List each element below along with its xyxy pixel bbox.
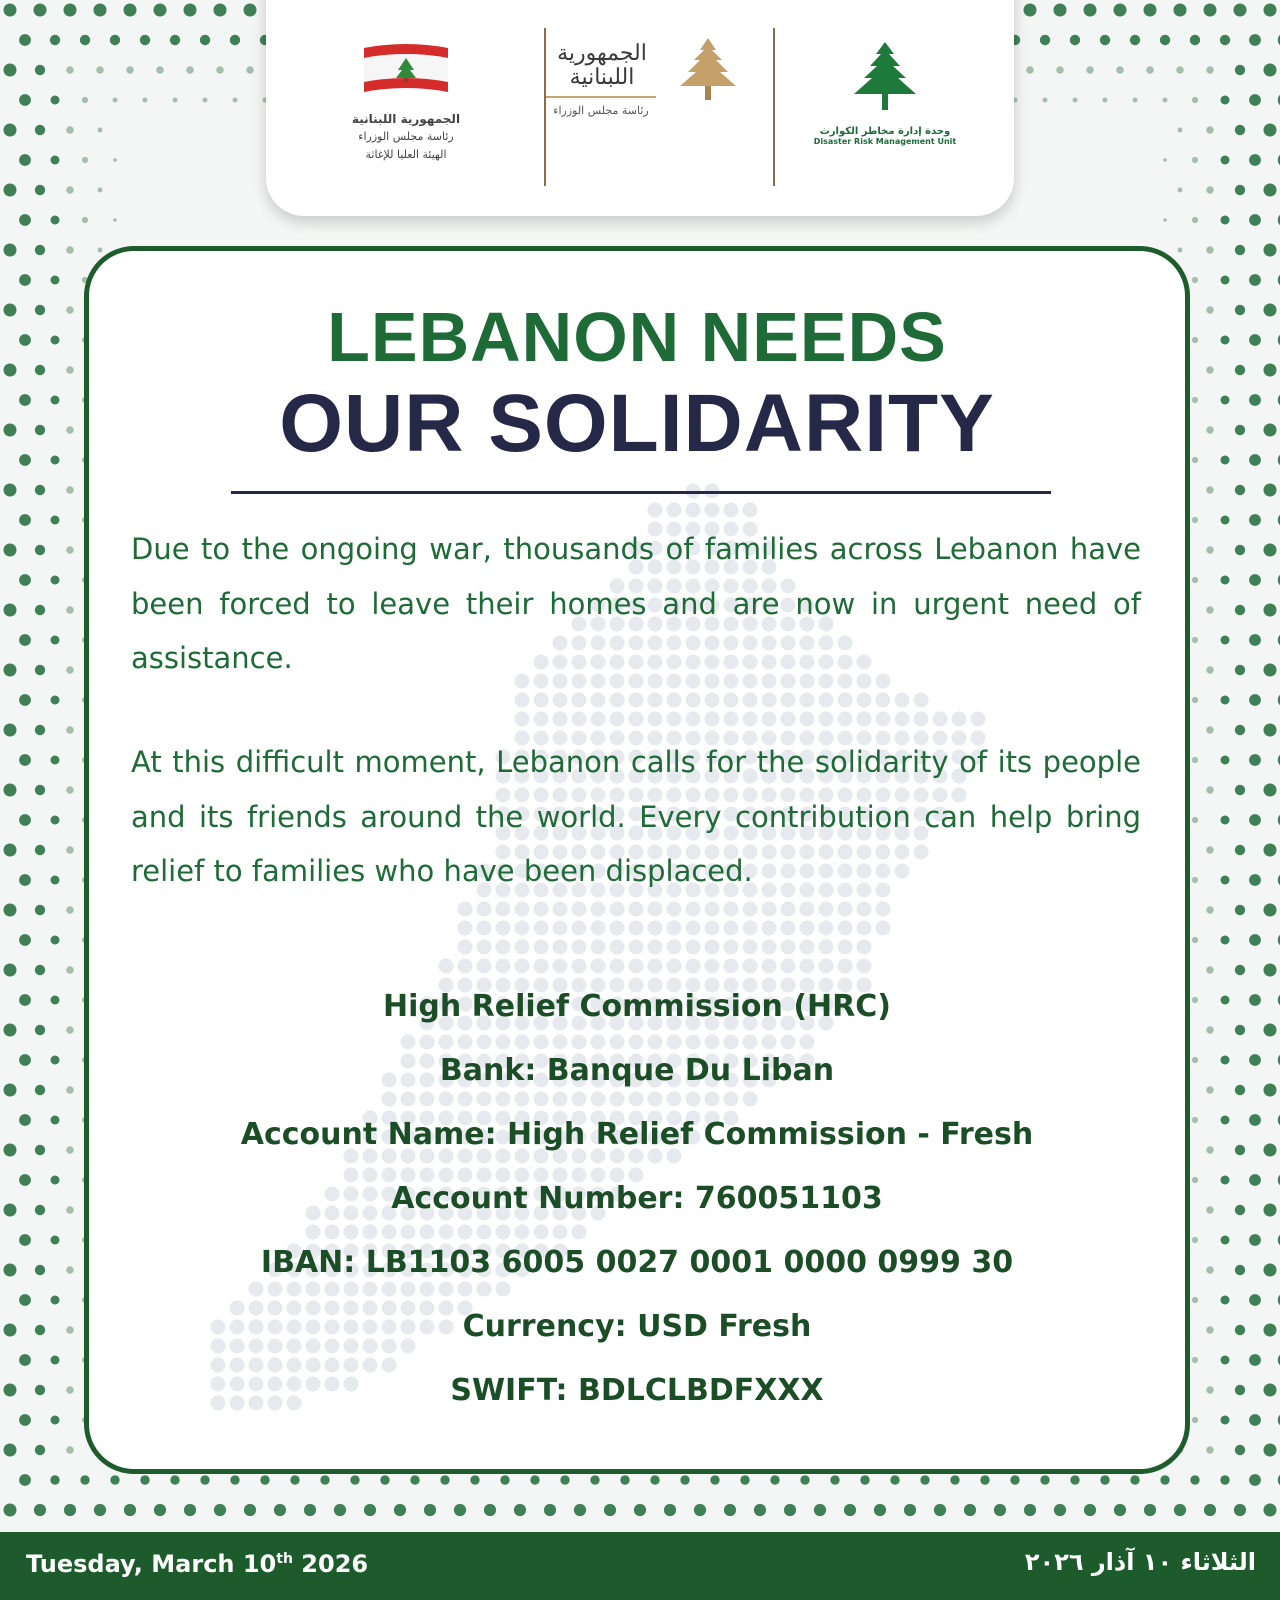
main-content-card: [84, 246, 1190, 1474]
headline-line-2: OUR SOLIDARITY: [279, 378, 995, 469]
pcm-logo: [546, 36, 756, 186]
headline-divider: [231, 491, 1051, 494]
logo-header-card: [266, 0, 1014, 216]
logo1-arabic-line-1: الجمهورية اللبنانية: [351, 112, 461, 126]
logo2-arabic-title: الجمهورية اللبنانية: [557, 41, 647, 90]
bank-detail-bank: Bank: Banque Du Liban: [439, 1053, 835, 1088]
drm-unit-logo: [790, 40, 980, 146]
footer-bar: [0, 1532, 1280, 1600]
date-en-prefix: Tuesday, March 10: [26, 1550, 277, 1578]
bank-detail-swift: SWIFT: BDLCLBDFXXX: [450, 1373, 824, 1408]
bank-detail-iban: IBAN: LB1103 6005 0027 0001 0000 0999 30: [260, 1245, 1014, 1280]
hrc-logo: [306, 42, 506, 164]
logo2-arabic-sub: رئاسة مجلس الوزراء: [546, 96, 656, 117]
footer-date-english: [26, 1550, 368, 1578]
paragraph-2: At this difficult moment, Lebanon calls for the solidarity of its people and its friends around the world. Every contribution can help bring relief to families who have been displaced.: [131, 745, 1141, 888]
logo3-arabic: وحدة إدارة مخاطر الكوارث: [819, 126, 951, 137]
logo3-english: Disaster Risk Management Unit: [813, 137, 957, 146]
footer-date-arabic: الثلاثاء ١٠ آذار ٢٠٢٦: [1024, 1548, 1256, 1576]
paragraph-1: Due to the ongoing war, thousands of families across Lebanon have been forced to leave their homes and are now in urgent need of assistance.: [131, 532, 1141, 675]
logo-divider: [773, 28, 775, 186]
date-en-suffix: th: [276, 1551, 293, 1567]
headline-line-1: LEBANON NEEDS: [327, 298, 947, 376]
lebanese-flag-icon: [362, 42, 450, 98]
logo1-arabic-line-3: الهيئة العليا للإغاثة: [365, 148, 447, 161]
bank-detail-currency: Currency: USD Fresh: [462, 1309, 812, 1344]
bank-detail-account-name: Account Name: High Relief Commission - Fresh: [240, 1117, 1034, 1152]
date-en-year: 2026: [292, 1550, 369, 1578]
bank-detail-account-number: Account Number: 760051103: [391, 1181, 883, 1216]
logo1-arabic-line-2: رئاسة مجلس الوزراء: [358, 130, 454, 143]
cedar-tree-icon: [670, 36, 746, 106]
bank-detail-organization: High Relief Commission (HRC): [382, 989, 891, 1024]
cedar-tree-green-icon: [840, 40, 930, 118]
